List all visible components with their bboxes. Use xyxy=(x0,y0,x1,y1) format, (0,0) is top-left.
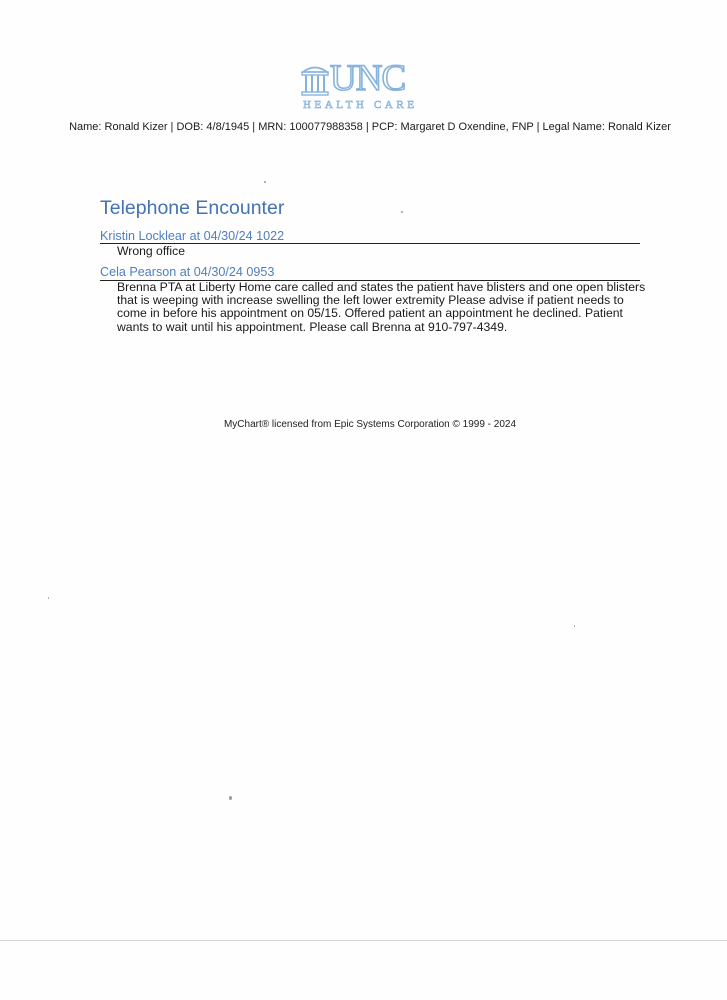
encounter-author: Kristin Locklear at 04/30/24 1022 xyxy=(100,229,285,243)
scan-speck xyxy=(401,211,403,213)
old-well-icon xyxy=(300,62,330,98)
scan-speck xyxy=(229,796,232,800)
scan-speck xyxy=(574,625,575,627)
logo-subtitle: HEALTH CARE xyxy=(303,99,418,111)
scan-speck xyxy=(48,597,49,599)
encounter-note: Wrong office xyxy=(117,244,185,258)
section-title: Telephone Encounter xyxy=(100,197,285,219)
mychart-footer: MyChart® licensed from Epic Systems Corporation © 1999 - 2024 xyxy=(223,419,517,430)
scan-speck xyxy=(264,181,266,183)
scan-bottom-edge xyxy=(0,940,727,941)
unc-health-care-logo xyxy=(296,60,446,116)
encounter-author: Cela Pearson at 04/30/24 0953 xyxy=(100,265,275,279)
encounter-note: Brenna PTA at Liberty Home care called and states the patient have blisters and one open blisters that is weeping with increase swelling the left lower extremity Please advise if patient needs to come in before his appointment on 05/15. Offered patient an appointment he declined. Patient wants to wait until his appointment. Please call Brenna at 910-797-4349. xyxy=(117,280,646,334)
logo-wordmark: UNC xyxy=(330,58,406,99)
patient-info-line: Name: Ronald Kizer | DOB: 4/8/1945 | MRN: 100077988358 | PCP: Margaret D Oxendine, FNP | Legal Name: Ronald Kizer xyxy=(69,121,671,133)
